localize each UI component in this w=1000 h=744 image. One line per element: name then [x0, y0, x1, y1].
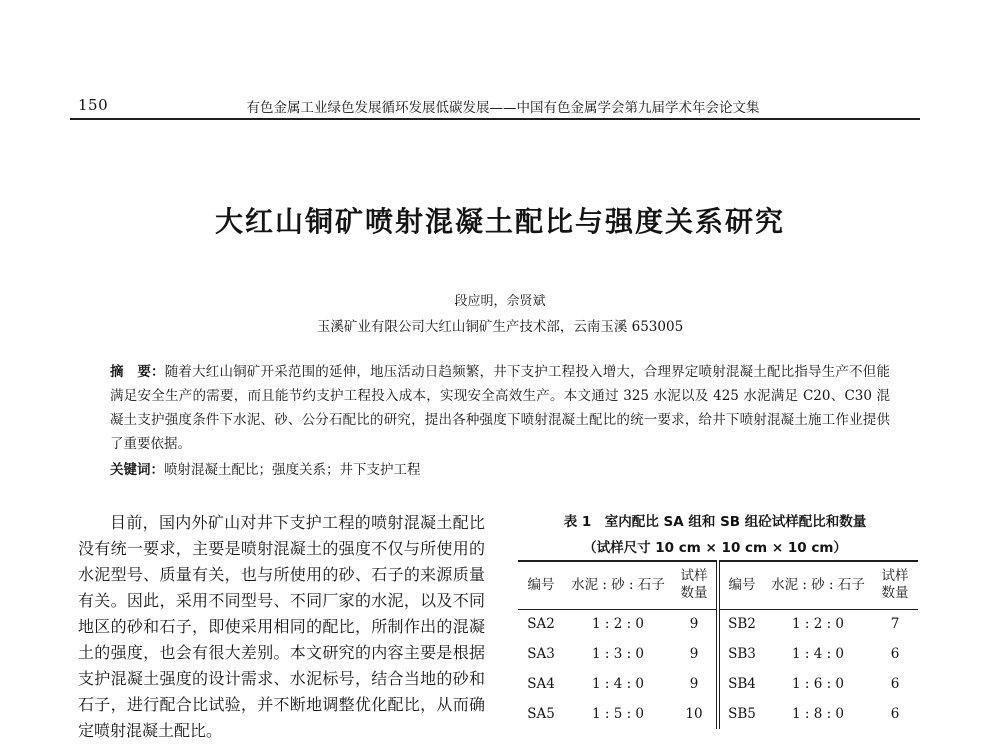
table-row [518, 639, 918, 669]
cell-a-ratio: 1 : 2 : 0 [591, 616, 645, 633]
keywords-text: 喷射混凝土配比；强度关系；井下支护工程 [164, 462, 421, 478]
page-number: 150 [78, 96, 109, 114]
cell-a-code: SA3 [527, 646, 555, 662]
cell-a-count: 9 [672, 609, 718, 639]
header-count-b-line1: 试样 [881, 568, 909, 585]
cell-a-ratio: 1 : 5 : 0 [591, 706, 645, 722]
cell-a-code: SA2 [527, 616, 555, 633]
cell-b-ratio: 1 : 4 : 0 [791, 646, 845, 662]
header-rule [70, 118, 920, 120]
table-row [518, 699, 918, 729]
header-code-b: 编号 [718, 561, 764, 609]
abstract-text: 随着大红山铜矿开采范围的延伸，地压活动日趋频繁，井下支护工程投入增大，合理界定喷射混凝土配比指导生产不但能满足安全生产的需要，而且能节约支护工程投入成本，实现安全高效生产。本文通过 325 水泥以及 425 水泥满足 C20、C30 混凝土支护强度条件下水泥、砂、公分石配比的研究，提出各种强度下喷射混凝土配比的统一要求，给井下喷射混凝土施工作业提供了重要依据。 [110, 364, 890, 452]
cell-b-ratio: 1 : 8 : 0 [791, 706, 845, 722]
cell-b-ratio: 1 : 6 : 0 [791, 676, 845, 692]
cell-b-code: SB5 [728, 706, 756, 722]
affiliation: 玉溪矿业有限公司大红山铜矿生产技术部，云南玉溪 653005 [316, 319, 684, 335]
cell-a-ratio: 1 : 4 : 0 [591, 676, 645, 692]
keywords [110, 458, 890, 482]
header-count-b-line2: 数量 [881, 585, 909, 602]
header-count-a-line2: 数量 [680, 585, 708, 602]
cell-a-ratio: 1 : 3 : 0 [591, 646, 645, 662]
header-count-a-line1: 试样 [680, 568, 708, 585]
cell-a-code: SA4 [527, 676, 555, 692]
keywords-label: 关键词： [110, 462, 164, 478]
header-count-a [672, 561, 718, 609]
running-head: 有色金属工业绿色发展循环发展低碳发展——中国有色金属学会第九届学术年会论文集 [246, 100, 760, 116]
cell-a-count: 9 [672, 639, 718, 669]
table-row [518, 609, 918, 639]
cell-a-count: 9 [672, 669, 718, 699]
paper-title: 大红山铜矿喷射混凝土配比与强度关系研究 [214, 205, 785, 238]
table-header-row [518, 561, 918, 609]
cell-b-code: SB3 [728, 646, 756, 662]
header-ratio-a: 水泥 : 砂 : 石子 [564, 561, 672, 609]
header-code-a: 编号 [518, 561, 564, 609]
abstract [110, 360, 890, 456]
table-row [518, 669, 918, 699]
abstract-label: 摘 要： [110, 364, 165, 380]
cell-b-count: 6 [890, 676, 900, 692]
table-caption: 表 1 室内配比 SA 组和 SB 组砼试样配比和数量 [563, 514, 867, 530]
mix-ratio-table [518, 560, 918, 729]
authors: 段应明，佘贤斌 [454, 294, 546, 309]
header-ratio-b: 水泥 : 砂 : 石子 [764, 561, 872, 609]
header-count-b [872, 561, 918, 609]
cell-b-ratio: 1 : 2 : 0 [791, 616, 845, 633]
cell-b-count: 6 [890, 706, 900, 722]
page-header [0, 0, 1000, 130]
table-subcaption: （试样尺寸 10 cm × 10 cm × 10 cm） [583, 540, 847, 556]
cell-b-code: SB2 [728, 616, 756, 633]
cell-a-count: 10 [672, 699, 718, 729]
body-paragraph: 目前，国内外矿山对井下支护工程的喷射混凝土配比没有统一要求，主要是喷射混凝土的强度不仅与所使用的水泥型号、质量有关，也与所使用的砂、石子的来源质量有关。因此，采用不同型号、不同厂家的水泥，以及不同地区的砂和石子，即使采用相同的配比，所制作出的混凝土的强度，也会有很大差别。本文研究的内容主要是根据支护混凝土强度的设计需求、水泥标号，结合当地的砂和石子，进行配合比试验，并不断地调整优化配比，从而确定喷射混凝土配比。 [78, 513, 485, 740]
cell-b-count: 7 [890, 616, 900, 633]
cell-b-count: 6 [890, 646, 900, 662]
cell-b-code: SB4 [728, 676, 756, 692]
cell-a-code: SA5 [527, 706, 555, 722]
